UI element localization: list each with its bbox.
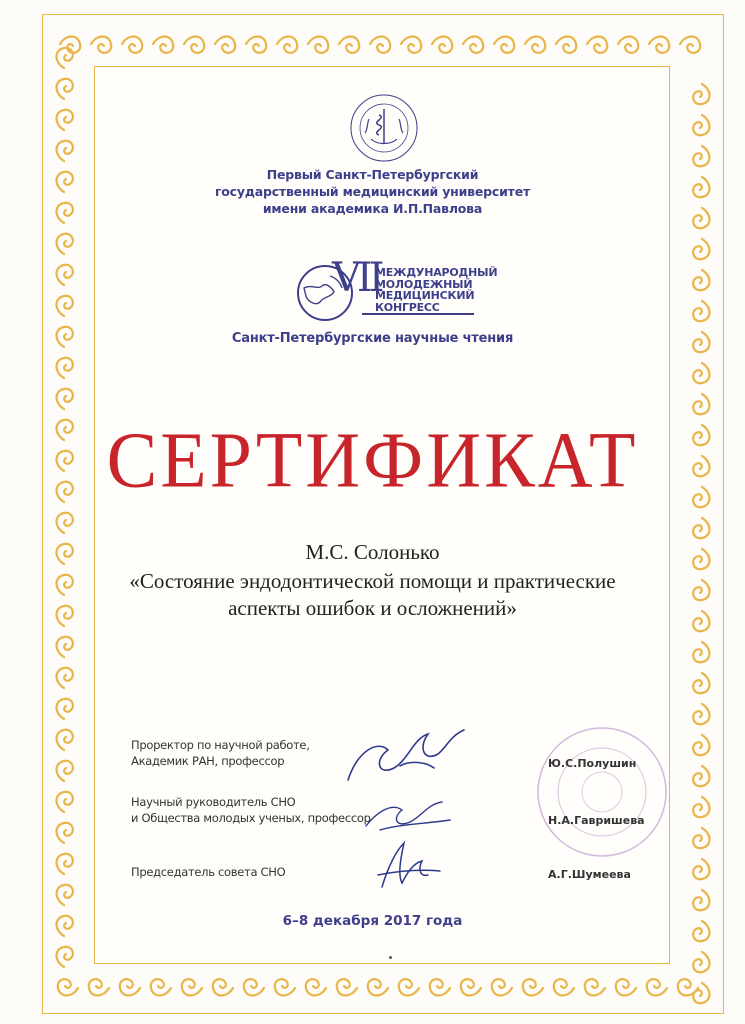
report-title-line-2: аспекты ошибок и осложнений» <box>228 596 517 620</box>
congress-line-2: МОЛОДЕЖНЫЙ <box>375 277 473 291</box>
signatory-name-2: Н.А.Гавришева <box>548 814 645 827</box>
signature-2 <box>360 790 470 840</box>
signature-3 <box>370 835 460 895</box>
congress-line-1: МЕЖДУНАРОДНЫЙ <box>375 266 498 279</box>
report-title <box>0 568 745 622</box>
congress-title <box>375 267 497 313</box>
signatory-name-1: Ю.С.Полушин <box>548 757 637 770</box>
signatory-role-2 <box>131 794 371 826</box>
event-date: 6–8 декабря 2017 года <box>282 913 463 929</box>
conference-name: Санкт-Петербургские научные чтения <box>231 331 514 346</box>
university-line-1: Первый Санкт-Петербургский <box>266 167 479 182</box>
signatory-role-3 <box>131 864 285 880</box>
report-title-line-1: «Состояние эндодонтической помощи и практические <box>129 569 616 593</box>
print-speck <box>389 956 392 959</box>
stamp-seal-icon <box>535 725 670 860</box>
signatory-name-3: А.Г.Шумеева <box>548 868 631 881</box>
signatory-role-1-line-2: Академик РАН, профессор <box>131 754 285 768</box>
congress-roman-numeral: VII <box>332 255 381 301</box>
congress-line-3: МЕДИЦИНСКИЙ <box>375 289 475 302</box>
signatory-role-2-line-1: Научный руководитель СНО <box>131 795 296 809</box>
congress-underline <box>362 313 474 315</box>
signatory-role-3-line-1: Председатель совета СНО <box>131 865 286 879</box>
recipient-name: М.С. Солонько <box>305 540 440 564</box>
certificate-title: СЕРТИФИКАТ <box>106 415 639 505</box>
university-line-3: имени академика И.П.Павлова <box>262 201 483 216</box>
university-name <box>0 166 745 217</box>
congress-line-4: КОНГРЕСС <box>375 300 440 314</box>
signature-1 <box>340 722 470 792</box>
university-line-2: государственный медицинский университет <box>214 184 531 199</box>
signatory-role-1 <box>131 737 310 769</box>
university-emblem-icon <box>349 93 419 163</box>
signatory-role-2-line-2: и Общества молодых ученых, профессор <box>131 811 371 825</box>
signatory-role-1-line-1: Проректор по научной работе, <box>131 738 310 752</box>
